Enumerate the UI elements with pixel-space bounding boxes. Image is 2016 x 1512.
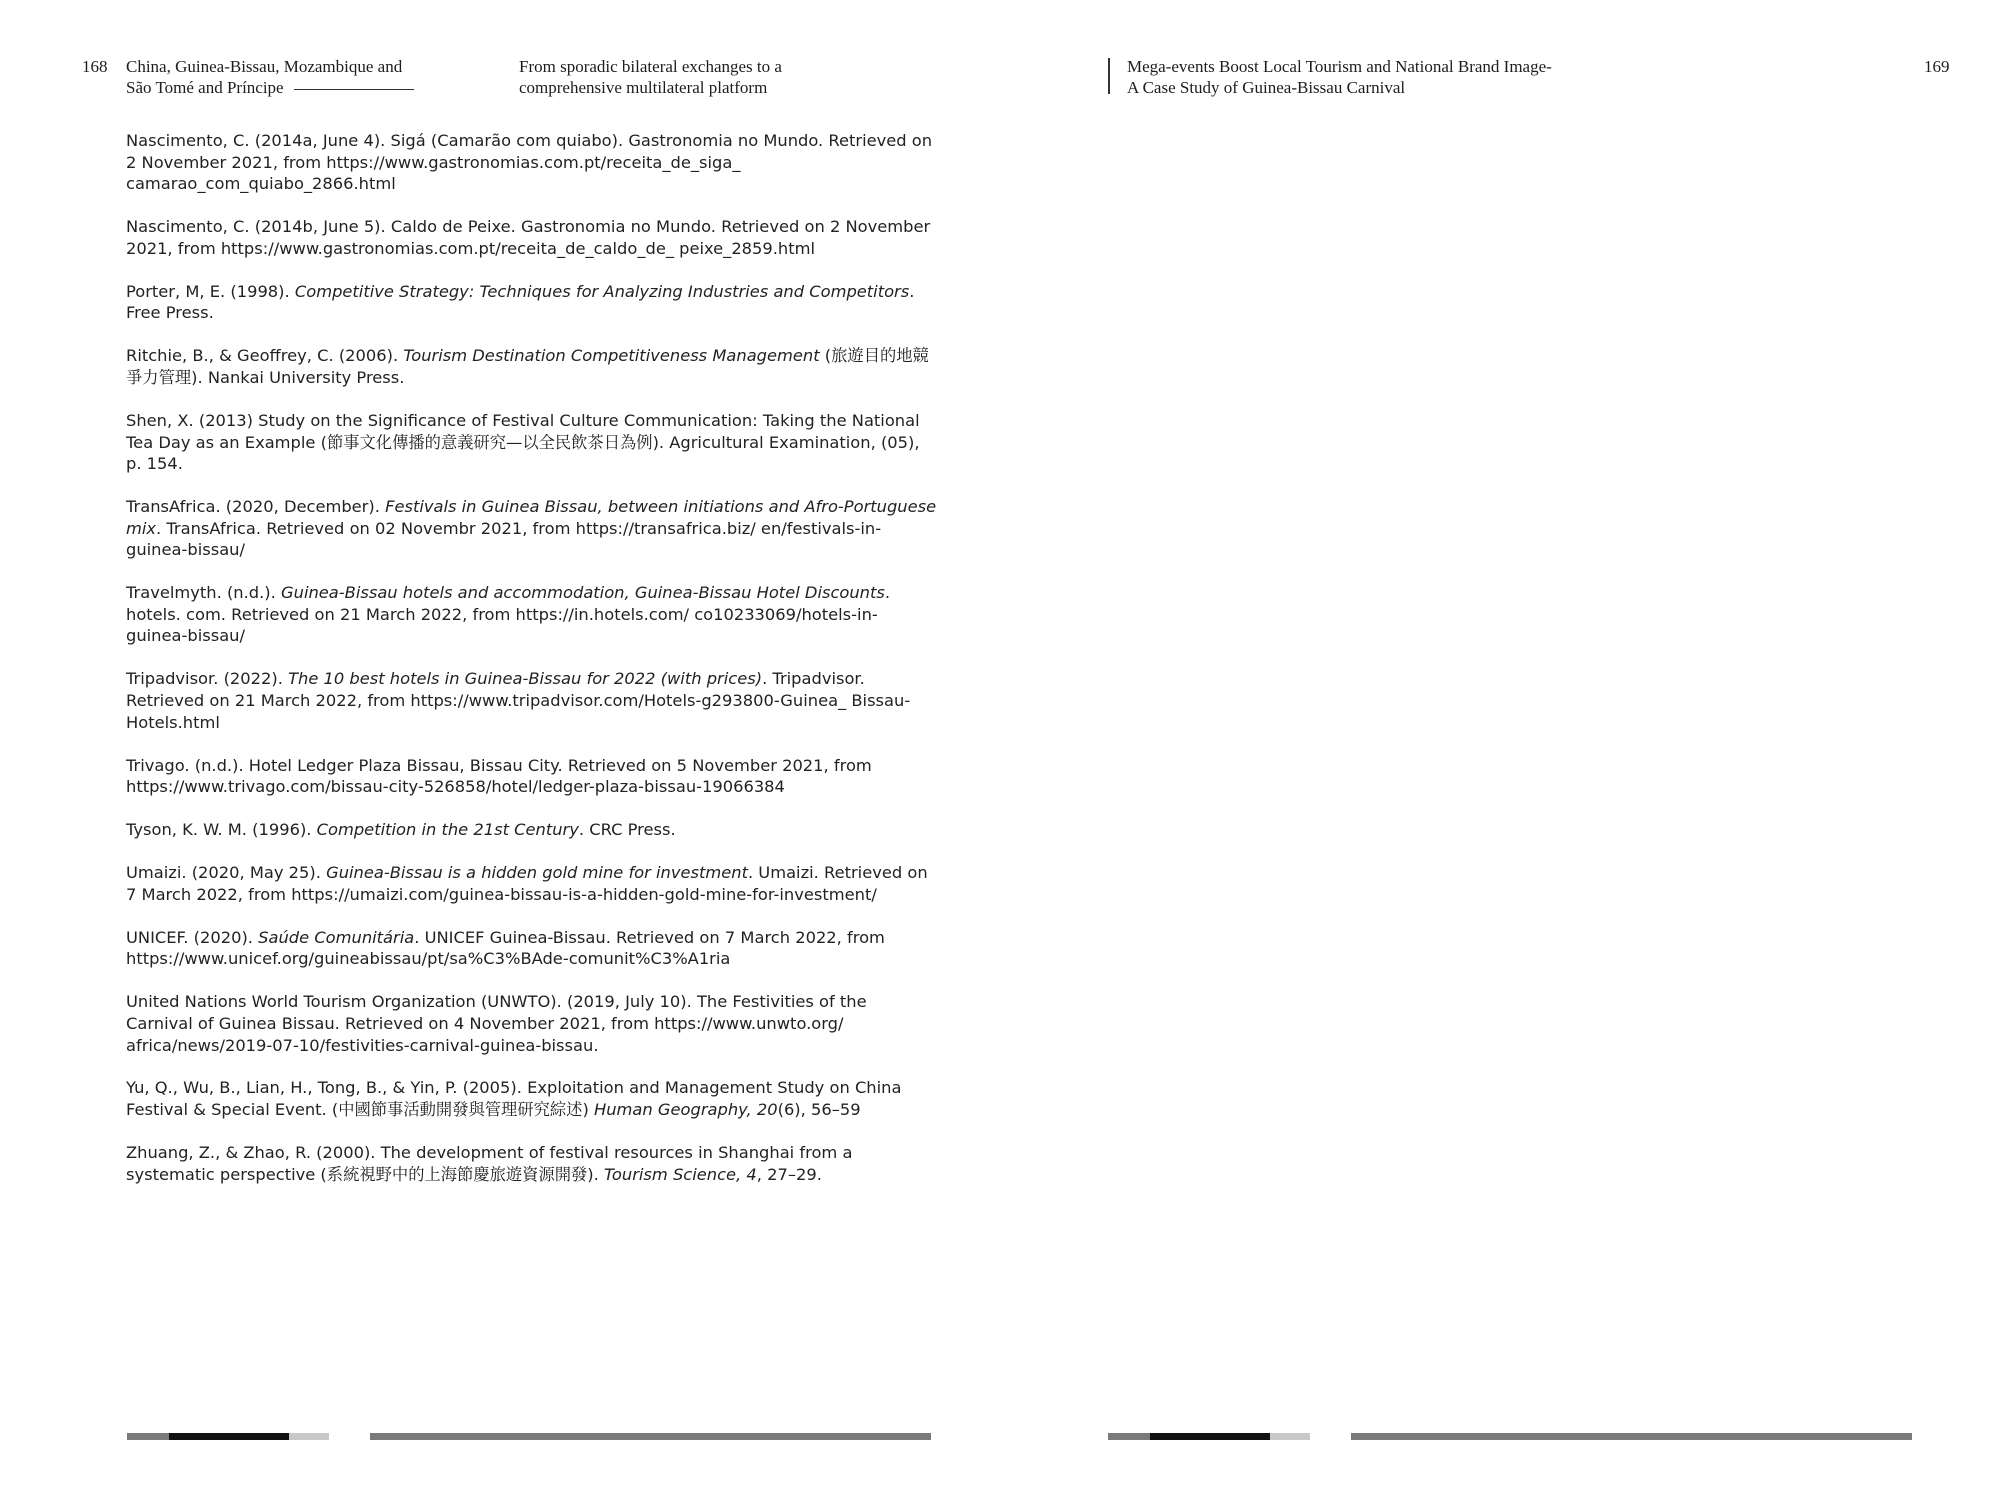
left-header-line-1: China, Guinea-Bissau, Mozambique and	[126, 57, 403, 76]
footer-bar-light	[289, 1433, 329, 1440]
reference-entry	[126, 496, 938, 561]
reference-entry	[126, 130, 938, 195]
reference-text: Trivago. (n.d.). Hotel Ledger Plaza Bissau, Bissau City. Retrieved on 5 November 2021, from https://www.trivago.com/bissau-city-526858/hotel/ledger-plaza-bissau-19066384	[126, 755, 872, 797]
right-header-line-2: A Case Study of Guinea-Bissau Carnival	[1127, 78, 1406, 97]
reference-text: . Umaizi. Retrieved on 7 March 2022, from https://umaizi.com/guinea-bissau-is-a-hidden-gold-mine-for-investment/	[126, 863, 928, 904]
reference-text: , 27–29.	[756, 1164, 822, 1184]
reference-entry	[126, 1142, 938, 1185]
reference-entry	[126, 582, 938, 647]
reference-text: (6), 56–59	[777, 1100, 861, 1120]
reference-text: Yu, Q., Wu, B., Lian, H., Tong, B., & Yin, P. (2005). Exploitation and Management Study on China Festival & Special Event. (中國節事活動開發與管理研究綜述)	[126, 1078, 902, 1120]
reference-text: . TransAfrica. Retrieved on 02 Novembr 2021, from https://transafrica.biz/ en/festivals-in-guinea-bissau/	[126, 518, 882, 560]
left-footer-bars	[127, 1433, 931, 1440]
reference-text: . UNICEF Guinea-Bissau. Retrieved on 7 March 2022, from https://www.unicef.org/guineabissau/pt/sa%C3%BAde-comunit%C3%A1ria	[126, 927, 885, 969]
reference-title: Competitive Strategy: Techniques for Analyzing Industries and Competitors	[294, 281, 910, 301]
right-footer-bars	[1108, 1433, 1912, 1440]
reference-text: (旅遊目的地競爭力管理). Nankai University Press.	[126, 346, 929, 387]
reference-text: United Nations World Tourism Organization (UNWTO). (2019, July 10). The Festivities of the Carnival of Guinea Bissau. Retrieved on 4 November 2021, from https://www.unwto.org/ africa/news/2019-07-10/festivities-carnival-guinea-bissau.	[126, 992, 867, 1055]
reference-text: TransAfrica. (2020, December).	[126, 497, 386, 517]
reference-entry	[126, 345, 938, 388]
reference-text: . CRC Press.	[578, 820, 676, 840]
reference-text: Tyson, K. W. M. (1996).	[126, 820, 317, 840]
reference-text: Nascimento, C. (2014a, June 4). Sigá (Camarão com quiabo). Gastronomia no Mundo. Retrieved on 2 November 2021, from https://www.gastronomias.com.pt/receita_de_siga_ camarao_com_quiabo_2866.html	[126, 131, 933, 194]
footer-bar-light	[1270, 1433, 1310, 1440]
reference-text: Porter, M, E. (1998).	[126, 281, 295, 301]
right-page-number: 169	[1924, 57, 1950, 76]
footer-bar-long	[1351, 1433, 1912, 1440]
reference-title: Saúde Comunitária	[258, 927, 415, 947]
reference-title: Guinea-Bissau hotels and accommodation, Guinea-Bissau Hotel Discounts	[281, 583, 885, 603]
left-chapter-header	[519, 56, 782, 98]
reference-text: . Tripadvisor. Retrieved on 21 March 2022, from https://www.tripadvisor.com/Hotels-g293800-Guinea_ Bissau-Hotels.html	[126, 669, 911, 732]
left-header-line-2: São Tomé and Príncipe	[126, 78, 284, 97]
reference-entry	[126, 1077, 938, 1120]
header-rule	[294, 89, 414, 90]
chapter-header-line-1: From sporadic bilateral exchanges to a	[519, 57, 782, 76]
reference-title: Festivals in Guinea Bissau, between initiations and Afro-Portuguese mix	[126, 497, 937, 538]
footer-bar-long	[370, 1433, 931, 1440]
left-page-number: 168	[82, 57, 108, 76]
reference-text: Tripadvisor. (2022).	[126, 669, 289, 689]
reference-text: Zhuang, Z., & Zhao, R. (2000). The development of festival resources in Shanghai from a systematic perspective (系統視野中的上海節慶旅遊資源開發).	[126, 1143, 853, 1184]
reference-entry	[126, 281, 938, 324]
left-running-header	[126, 56, 414, 98]
reference-entry	[126, 755, 938, 798]
footer-bar-gray-short	[127, 1433, 169, 1440]
reference-text: Nascimento, C. (2014b, June 5). Caldo de Peixe. Gastronomia no Mundo. Retrieved on 2 November 2021, from https://www.gastronomias.com.pt/receita_de_caldo_de_ peixe_2859.html	[126, 217, 931, 258]
footer-bar-dark	[1150, 1433, 1270, 1440]
footer-bar-gray-short	[1108, 1433, 1150, 1440]
reference-entry	[126, 991, 938, 1056]
reference-text: Shen, X. (2013) Study on the Significance of Festival Culture Communication: Taking the National Tea Day as an Example (節事文化傳播的意義研究—以全民飲茶日為例). Agricultural Examination, (05), p. 154.	[126, 410, 920, 474]
reference-text: Ritchie, B., & Geoffrey, C. (2006).	[126, 346, 404, 366]
right-header-line-1: Mega-events Boost Local Tourism and National Brand Image-	[1127, 57, 1552, 76]
right-running-header	[1127, 56, 1552, 98]
reference-title: Tourism Science, 4	[604, 1164, 757, 1184]
footer-bar-dark	[169, 1433, 289, 1440]
reference-title: Guinea-Bissau is a hidden gold mine for investment	[326, 863, 748, 883]
reference-text: . Free Press.	[126, 281, 915, 323]
left-header-line-2-wrap	[126, 77, 414, 98]
reference-entry	[126, 862, 938, 905]
reference-entry	[126, 819, 938, 841]
header-divider	[1108, 58, 1110, 94]
reference-text: UNICEF. (2020).	[126, 927, 259, 947]
reference-title: Competition in the 21st Century	[316, 820, 579, 840]
chapter-header-line-2: comprehensive multilateral platform	[519, 78, 768, 97]
reference-title: Tourism Destination Competitiveness Management	[403, 346, 820, 366]
reference-list	[126, 130, 938, 1207]
reference-text: Travelmyth. (n.d.).	[126, 583, 282, 603]
reference-title: Human Geography, 20	[594, 1100, 778, 1120]
reference-entry	[126, 216, 938, 259]
reference-text: Umaizi. (2020, May 25).	[126, 863, 327, 883]
reference-entry	[126, 927, 938, 970]
reference-entry	[126, 668, 938, 733]
reference-text: . hotels. com. Retrieved on 21 March 2022, from https://in.hotels.com/ co10233069/hotels-in-guinea-bissau/	[126, 583, 891, 646]
reference-entry	[126, 410, 938, 475]
reference-title: The 10 best hotels in Guinea-Bissau for 2022 (with prices)	[288, 669, 763, 689]
